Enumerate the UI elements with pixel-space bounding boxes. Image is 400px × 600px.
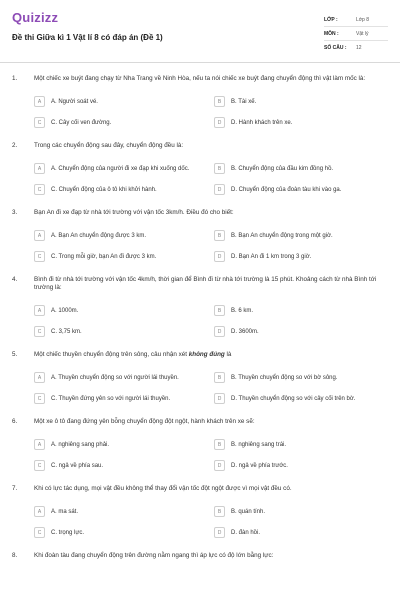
meta-row-class: [324, 13, 388, 27]
option-letter-box: C: [34, 527, 45, 538]
option-letter-box: D: [214, 251, 225, 262]
option-text: D. ngả về phía trước.: [231, 462, 288, 469]
option-a[interactable]: [34, 506, 208, 517]
option-letter-box: A: [34, 305, 45, 316]
meta-row-subject: [324, 27, 388, 41]
option-text: A. Chuyển động của người đi xe đạp khi xuống dốc.: [51, 165, 190, 172]
option-b[interactable]: [214, 163, 388, 174]
question-text-part: Một chiếc thuyền chuyển động trên sông, câu nhận xét: [34, 351, 189, 358]
option-a[interactable]: [34, 230, 208, 241]
option-text: B. Bạn An chuyển động trong một giờ.: [231, 232, 333, 239]
question-list: [0, 63, 400, 560]
option-text: C. trọng lực.: [51, 529, 85, 536]
option-text: D. Hành khách trên xe.: [231, 119, 293, 126]
meta-table: [324, 13, 388, 54]
question-8: [12, 552, 388, 560]
question-4: [12, 276, 388, 337]
option-letter-box: C: [34, 117, 45, 128]
option-d[interactable]: [214, 460, 388, 471]
question-7: [12, 485, 388, 538]
quizizz-logo: Quizizz: [12, 10, 59, 25]
option-d[interactable]: [214, 184, 388, 195]
option-letter-box: C: [34, 460, 45, 471]
question-number: 6.: [12, 418, 18, 425]
option-text: A. ma sát.: [51, 508, 79, 515]
option-letter-box: D: [214, 527, 225, 538]
meta-row-count: [324, 41, 388, 54]
option-letter-box: B: [214, 163, 225, 174]
option-text: D. 3600m.: [231, 328, 259, 335]
option-text: C. Trong mỗi giờ, bạn An đi được 3 km.: [51, 253, 157, 260]
option-text: B. Tài xế.: [231, 98, 257, 105]
option-text: A. Người soát vé.: [51, 98, 98, 105]
option-text: C. ngả về phía sau.: [51, 462, 104, 469]
option-letter-box: A: [34, 372, 45, 383]
option-a[interactable]: [34, 439, 208, 450]
option-text: D. Chuyển động của đoàn tàu khi vào ga.: [231, 186, 342, 193]
option-letter-box: D: [214, 184, 225, 195]
option-letter-box: C: [34, 251, 45, 262]
option-d[interactable]: [214, 326, 388, 337]
option-a[interactable]: [34, 96, 208, 107]
option-b[interactable]: [214, 439, 388, 450]
question-text: Một xe ô tô đang đứng yên bỗng chuyển động đột ngột, hành khách trên xe sẽ:: [34, 418, 255, 425]
options-grid: [12, 305, 388, 337]
option-text: A. 1000m.: [51, 307, 79, 314]
options-grid: [12, 96, 388, 128]
question-1: [12, 75, 388, 128]
option-letter-box: A: [34, 163, 45, 174]
option-d[interactable]: [214, 117, 388, 128]
meta-value: Lớp 8: [356, 16, 370, 23]
meta-value: Vật lý: [356, 30, 369, 37]
option-b[interactable]: [214, 506, 388, 517]
option-text: B. nghiêng sang trái.: [231, 441, 287, 448]
option-a[interactable]: [34, 163, 208, 174]
meta-label: SỐ CÂU :: [324, 44, 347, 51]
option-text: B. 6 km.: [231, 307, 254, 314]
option-letter-box: A: [34, 439, 45, 450]
question-text-part: là: [224, 351, 232, 358]
option-a[interactable]: [34, 305, 208, 316]
option-c[interactable]: [34, 393, 208, 404]
question-6: [12, 418, 388, 471]
option-c[interactable]: [34, 251, 208, 262]
option-b[interactable]: [214, 230, 388, 241]
question-number: 1.: [12, 75, 18, 82]
question-5: [12, 351, 388, 404]
option-d[interactable]: [214, 393, 388, 404]
option-text: A. nghiêng sang phải.: [51, 441, 110, 448]
option-letter-box: B: [214, 305, 225, 316]
options-grid: [12, 163, 388, 195]
option-text: A. Thuyền chuyển động so với người lái thuyền.: [51, 374, 179, 381]
option-letter-box: D: [214, 326, 225, 337]
option-c[interactable]: [34, 184, 208, 195]
option-text: D. đàn hồi.: [231, 529, 261, 536]
option-text: B. Chuyển động của đầu kim đồng hồ.: [231, 165, 334, 172]
option-d[interactable]: [214, 527, 388, 538]
options-grid: [12, 230, 388, 262]
emphasis-text: không đúng: [188, 351, 225, 358]
option-letter-box: A: [34, 230, 45, 241]
option-text: C. Cây cối ven đường.: [51, 119, 112, 126]
option-c[interactable]: [34, 326, 208, 337]
option-a[interactable]: [34, 372, 208, 383]
option-letter-box: C: [34, 393, 45, 404]
meta-label: MÔN :: [324, 30, 339, 37]
question-number: 2.: [12, 142, 18, 149]
option-letter-box: A: [34, 506, 45, 517]
option-letter-box: C: [34, 184, 45, 195]
option-text: C. Chuyển động của ô tô khi khởi hành.: [51, 186, 157, 193]
option-c[interactable]: [34, 527, 208, 538]
option-text: D. Bạn An đi 1 km trong 3 giờ.: [231, 253, 312, 260]
worksheet-header: [0, 0, 400, 63]
question-number: 8.: [12, 552, 18, 559]
option-text: A. Bạn An chuyển động được 3 km.: [51, 232, 147, 239]
option-letter-box: B: [214, 439, 225, 450]
options-grid: [12, 506, 388, 538]
question-text: Một chiếc xe buýt đang chạy từ Nha Trang về Ninh Hòa, nếu ta nói chiếc xe buýt đang chuyển động thì vật làm mốc là:: [34, 75, 366, 82]
question-number: 5.: [12, 351, 18, 358]
option-text: B. quán tính.: [231, 508, 266, 515]
question-text: [34, 351, 388, 359]
option-text: C. 3,75 km.: [51, 328, 82, 335]
option-letter-box: B: [214, 372, 225, 383]
question-number: 4.: [12, 276, 18, 283]
option-text: B. Thuyền chuyển động so với bờ sông.: [231, 374, 338, 381]
option-letter-box: B: [214, 230, 225, 241]
option-text: C. Thuyền đứng yên so với người lái thuyền.: [51, 395, 171, 402]
option-letter-box: D: [214, 117, 225, 128]
question-number: 7.: [12, 485, 18, 492]
question-text: Khi đoàn tàu đang chuyển động trên đường nằm ngang thì áp lực có độ lớn bằng lực:: [34, 552, 274, 559]
question-text: Bình đi từ nhà tới trường với vận tốc 4km/h, thời gian để Bình đi từ nhà tới trường là 15 phút. Khoảng cách từ nhà Bình tới trường là:: [34, 276, 377, 291]
option-letter-box: B: [214, 506, 225, 517]
option-c[interactable]: [34, 117, 208, 128]
worksheet-title: Đề thi Giữa kì 1 Vật lí 8 có đáp án (Đề 1): [12, 33, 163, 42]
options-grid: [12, 439, 388, 471]
option-letter-box: C: [34, 326, 45, 337]
question-number: 3.: [12, 209, 18, 216]
option-letter-box: B: [214, 96, 225, 107]
meta-label: LỚP :: [324, 16, 338, 23]
options-grid: [12, 372, 388, 404]
option-letter-box: D: [214, 460, 225, 471]
option-b[interactable]: [214, 96, 388, 107]
question-2: [12, 142, 388, 195]
option-b[interactable]: [214, 372, 388, 383]
question-text: Khi có lực tác dụng, mọi vật đều không thể thay đổi vận tốc đột ngột được vì mọi vật đều có.: [34, 485, 292, 492]
option-d[interactable]: [214, 251, 388, 262]
option-b[interactable]: [214, 305, 388, 316]
option-letter-box: D: [214, 393, 225, 404]
question-3: [12, 209, 388, 262]
option-c[interactable]: [34, 460, 208, 471]
meta-value: 12: [356, 44, 362, 51]
question-text: Trong các chuyển động sau đây, chuyển động đều là:: [34, 142, 184, 149]
question-text: Bạn An đi xe đạp từ nhà tới trường với vận tốc 3km/h. Điều đó cho biết:: [34, 209, 234, 216]
option-letter-box: A: [34, 96, 45, 107]
option-text: D. Thuyền chuyển động so với cây cối trên bờ.: [231, 395, 356, 402]
